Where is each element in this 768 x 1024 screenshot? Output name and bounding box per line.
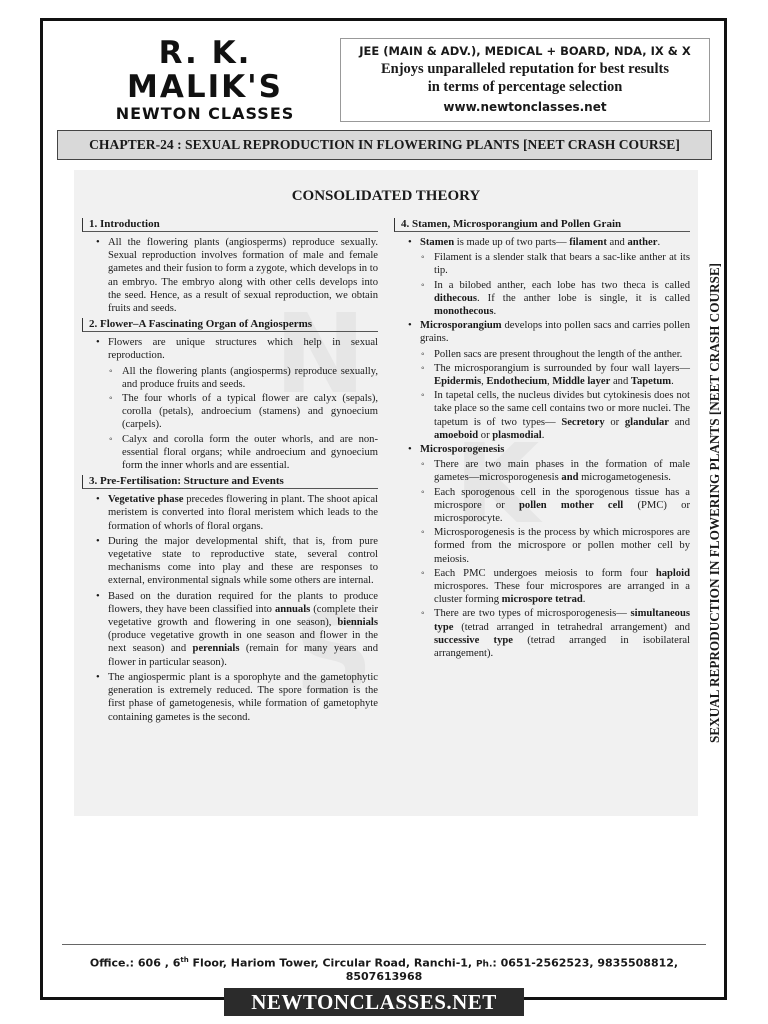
bullet-item: • Flowers are unique structures which help in sexual reproduction. <box>82 336 378 362</box>
footer-website[interactable]: NEWTONCLASSES.NET <box>224 988 524 1016</box>
footer-divider <box>62 944 706 945</box>
left-column <box>82 218 378 726</box>
bullet-item: • Microsporangium develops into pollen sacs and carries pollen grains. <box>394 319 690 345</box>
office-address: Office.: 606 , 6th Floor, Hariom Tower, Circular Road, Ranchi-1, Ph.: 0651-2562523, 9835508812, 8507613968 <box>89 956 679 983</box>
sub-bullet-item: ◦ There are two main phases in the formation of male gametes—microsporogenesis and microgametogenesis. <box>394 458 690 484</box>
sub-bullet-item: ◦ In tapetal cells, the nucleus divides but cytokinesis does not take place so the same cell contains two or more nuclei. The tapetum is of two types— Secretory or glandular and amoeboid or plasmodial. <box>394 389 690 442</box>
side-label-text: SEXUAL REPRODUCTION IN FLOWERING PLANTS [NEET CRASH COURSE] <box>707 262 722 744</box>
sub-bullet-item: ◦ Each PMC undergoes meiosis to form four haploid microspores. These four microspores are arranged in a cluster forming microspore tetrad. <box>394 567 690 607</box>
sub-bullet-item: ◦ Filament is a slender stalk that bears a sac-like anther at its tip. <box>394 251 690 277</box>
theory-panel <box>74 170 698 816</box>
sub-bullet-item: ◦ In a bilobed anther, each lobe has two theca is called dithecous. If the anther lobe is single, it is called monothecous. <box>394 279 690 319</box>
bullet-item: • The angiospermic plant is a sporophyte and the gametophytic generation is extremely reduced. The spore formation is the first phase of gametogenesis, while formation of gametophyte containing gametes is the second. <box>82 671 378 724</box>
section-title: 1. Introduction <box>82 218 378 232</box>
logo <box>80 36 330 123</box>
section-title: 3. Pre-Fertilisation: Structure and Events <box>82 475 378 489</box>
courses-line: JEE (MAIN & ADV.), MEDICAL + BOARD, NDA, IX & X <box>359 44 691 58</box>
section-heading: CONSOLIDATED THEORY <box>291 188 481 204</box>
header-info-box <box>340 38 710 122</box>
side-label <box>702 248 728 758</box>
chapter-title: CHAPTER-24 : SEXUAL REPRODUCTION IN FLOWERING PLANTS [NEET CRASH COURSE] <box>57 130 712 160</box>
sub-bullet-item: ◦ The microsporangium is surrounded by four wall layers—Epidermis, Endothecium, Middle layer and Tapetum. <box>394 362 690 388</box>
section-title: 2. Flower–A Fascinating Organ of Angiosperms <box>82 318 378 332</box>
right-column <box>394 218 690 661</box>
sub-bullet-item: ◦ There are two types of microsporogenesis— simultaneous type (tetrad arranged in tetrahedral arrangement) and successive type (tetrad arranged in isobilateral arrangement). <box>394 607 690 660</box>
tagline-1: Enjoys unparalleled reputation for best results <box>380 61 669 77</box>
tagline-2: in terms of percentage selection <box>427 79 623 95</box>
bullet-item: • Based on the duration required for the plants to produce flowers, they have been classified into annuals (complete their vegetative growth and flowering in one season), biennials (produce vegetative growth in one season and flower in the next season) and perennials (remain for many years and flower in particular season). <box>82 590 378 669</box>
bullet-item: • Vegetative phase precedes flowering in plant. The shoot apical meristem is converted into floral meristem which leads to the formation of whorls of floral organs. <box>82 493 378 533</box>
logo-title: R. K. MALIK'S <box>127 35 283 105</box>
website-link[interactable]: www.newtonclasses.net <box>443 100 607 114</box>
sub-bullet-item: ◦ Calyx and corolla form the outer whorls, and are non-essential floral organs; while androecium and gynoecium form the inner whorls and are essential. <box>82 433 378 473</box>
bullet-item: • All the flowering plants (angiosperms) reproduce sexually. Sexual reproduction involves formation of male and female gametes and their fusion to form a zygote, which develops in to an embryo. The embryo along with other cells develops into the seed. Hence, as a result of sexual reproduction, we obtain fruits and seeds. <box>82 236 378 315</box>
sub-bullet-item: ◦ Pollen sacs are present throughout the length of the anther. <box>394 348 690 361</box>
bullet-item: • During the major developmental shift, that is, from pure vegetative state to reproductive state, several control mechanisms come into play and these are responses to external, environmental signals while some others are internal. <box>82 535 378 588</box>
sub-bullet-item: ◦ Microsporogenesis is the process by which microspores are formed from the microspore or pollen mother cell by meiosis. <box>394 526 690 566</box>
section-title: 4. Stamen, Microsporangium and Pollen Grain <box>394 218 690 232</box>
bullet-item: • Stamen is made up of two parts— filament and anther. <box>394 236 690 249</box>
sub-bullet-item: ◦ All the flowering plants (angiosperms) reproduce sexually, and produce fruits and seeds. <box>82 365 378 391</box>
bullet-item: • Microsporogenesis <box>394 443 690 456</box>
sub-bullet-item: ◦ The four whorls of a typical flower are calyx (sepals), corolla (petals), androecium (stamens) and gynoecium (carpels). <box>82 392 378 432</box>
logo-subtitle: NEWTON CLASSES <box>115 104 295 123</box>
sub-bullet-item: ◦ Each sporogenous cell in the sporogenous tissue has a microspore or pollen mother cell (PMC) or microsporocyte. <box>394 486 690 526</box>
